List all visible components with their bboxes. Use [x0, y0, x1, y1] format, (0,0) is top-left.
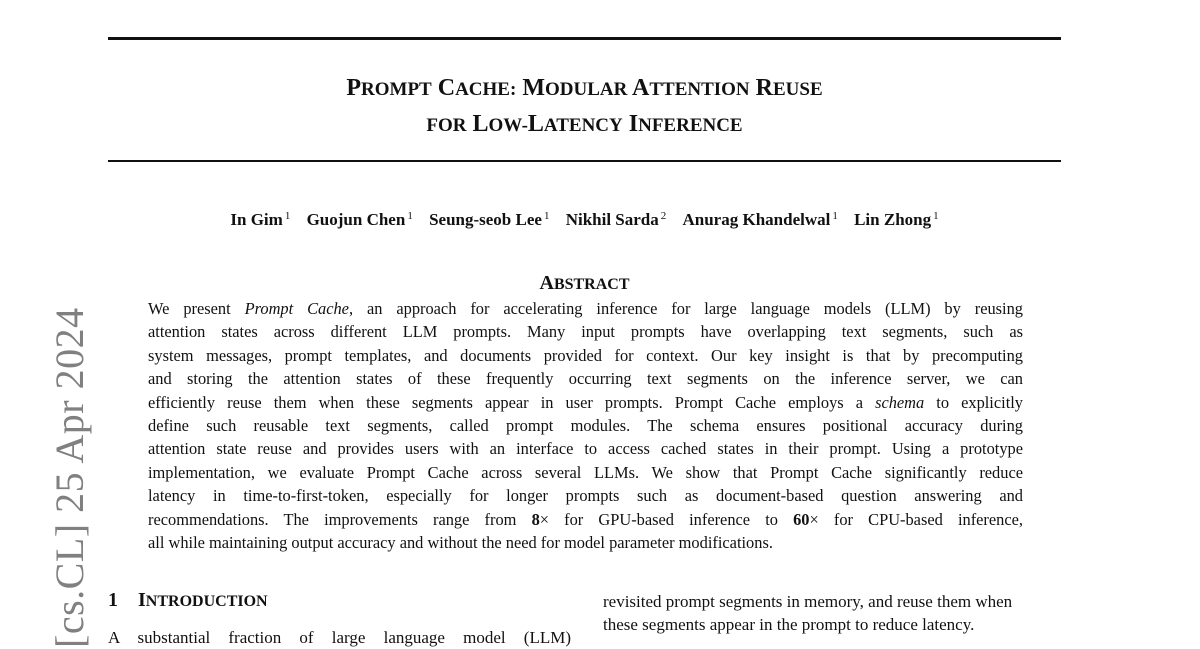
paper-title-line-2 [108, 106, 1061, 144]
title-word: REUSE [755, 75, 823, 101]
title-word: CACHE: [437, 75, 517, 101]
abstract-line: implementation, we evaluate Prompt Cache across several LLMs. We show that Prompt Cache significantly reduce [148, 462, 1023, 482]
abstract-body [148, 297, 1023, 554]
author-list [108, 204, 1061, 232]
abstract-line: recommendations. The improvements range from 8× for GPU-based inference to 60× for CPU-based inference, [148, 509, 1024, 529]
bottom-rule [108, 160, 1061, 162]
abstract-line: attention states across different LLM prompts. Many input prompts have overlapping text segments, such as [148, 322, 1023, 342]
title-word: MODULAR [522, 75, 628, 101]
right-column-line: revisited prompt segments in memory, and reuse them when [603, 592, 1013, 611]
title-word: PROMPT [346, 75, 432, 101]
author: In Gim $^1$ [230, 210, 291, 229]
abstract-line: define such reusable text segments, called prompt modules. The schema ensures positional accuracy during [148, 415, 1023, 435]
abstract-line: attention state reuse and provides users with an interface to access cached states in their prompt. Using a prototype [148, 439, 1023, 459]
author: Guojun Chen $^1$ [306, 210, 413, 229]
title-word: ATTENTION [632, 75, 750, 101]
abstract-heading: ABSTRACT [539, 272, 630, 294]
abstract-line: system messages, prompt templates, and documents provided for context. Our key insight is that by precomputing [148, 345, 1023, 365]
section-heading-introduction: 1 INTRODUCTION [108, 589, 268, 611]
arxiv-identifier-stamp: [cs.CL] 25 Apr 2024 [47, 307, 92, 648]
intro-left-column: A substantial fraction of large language model (LLM) [108, 628, 571, 647]
author: Anurag Khandelwal $^1$ [682, 210, 838, 229]
title-word: FOR [426, 115, 467, 136]
right-column-line: these segments appear in the prompt to reduce latency. [603, 615, 975, 634]
author: Lin Zhong $^1$ [854, 210, 939, 229]
abstract-line: latency in time-to-first-token, especially for longer prompts such as document-based question answering and [148, 486, 1023, 506]
intro-right-column [603, 590, 1063, 636]
author: Seung-seob Lee $^1$ [429, 210, 550, 229]
title-word: LOW-LATENCY [472, 111, 623, 137]
abstract-line: We present Prompt Cache, an approach for accelerating inference for large language models (LLM) by reusing [148, 299, 1023, 318]
author: Nikhil Sarda $^2$ [565, 210, 667, 229]
abstract-line: efficiently reuse them when these segments appear in user prompts. Prompt Cache employs a schema to explicitly [148, 392, 1023, 412]
paper-title-line-1 [108, 70, 1061, 108]
top-rule [108, 37, 1061, 40]
title-word: INFERENCE [628, 111, 743, 137]
abstract-line: and storing the attention states of these frequently occurring text segments on the inference server, we can [148, 369, 1023, 389]
abstract-line: all while maintaining output accuracy and without the need for model parameter modifications. [148, 532, 773, 552]
